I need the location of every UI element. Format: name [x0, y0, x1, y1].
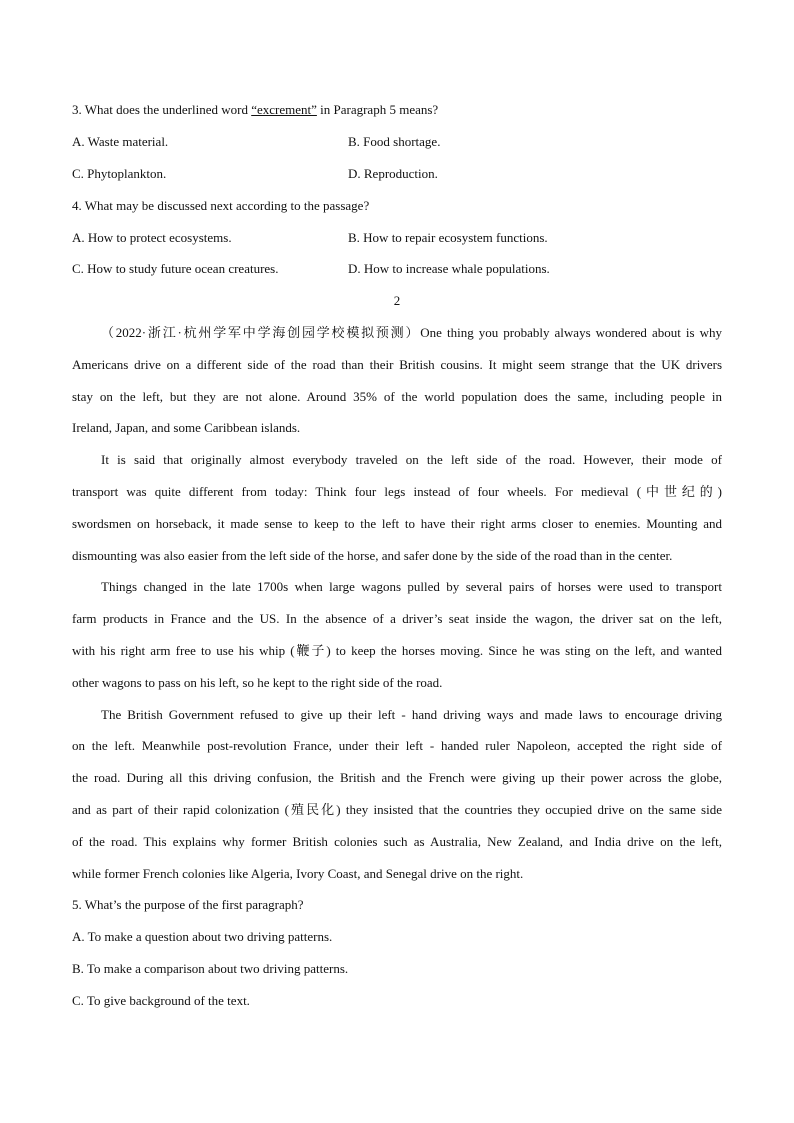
- passage-p4-line-4: and as part of their rapid colonization (殖民化) they insisted that the countries they occupied drive on the same side: [72, 802, 722, 817]
- passage-p1-line-3: stay on the left, but they are not alone. Around 35% of the world population does the same, including people in: [72, 389, 722, 404]
- q4-option-a: A. How to protect ecosystems.: [72, 230, 232, 245]
- q5-option-b: B. To make a comparison about two driving patterns.: [72, 961, 349, 976]
- passage-p3-line-3: with his right arm free to use his whip (鞭子) to keep the horses moving. Since he was sting on the left, and wanted: [72, 643, 722, 658]
- passage-p4-line-2: on the left. Meanwhile post-revolution France, under their left - handed ruler Napoleon, accepted the right side of: [72, 738, 722, 753]
- section-number: 2: [393, 293, 401, 308]
- q4-option-c: C. How to study future ocean creatures.: [72, 261, 279, 276]
- q3-stem: 3. What does the underlined word “excrement” in Paragraph 5 means?: [72, 102, 439, 117]
- passage-p3-line-1: Things changed in the late 1700s when large wagons pulled by several pairs of horses were used to transport: [101, 579, 722, 594]
- q3-option-d: D. Reproduction.: [348, 166, 438, 181]
- passage-p2-line-4: dismounting was also easier from the left side of the horse, and safer done by the side of the road than in the center.: [72, 548, 673, 563]
- passage-p3-line-2: farm products in France and the US. In the absence of a driver’s seat inside the wagon, the driver sat on the left,: [72, 611, 722, 626]
- q4-option-d: D. How to increase whale populations.: [348, 261, 550, 276]
- passage-p4-line-5: of the road. This explains why former British colonies such as Australia, New Zealand, and India drive on the left,: [72, 834, 722, 849]
- passage-p4-line-1: The British Government refused to give up their left - hand driving ways and made laws to encourage driving: [101, 707, 722, 722]
- q4-stem: 4. What may be discussed next according to the passage?: [72, 198, 370, 213]
- passage-p2-line-2: transport was quite different from today: Think four legs instead of four wheels. For medieval (中世纪的): [72, 484, 722, 499]
- q3-option-a: A. Waste material.: [72, 134, 169, 149]
- q5-option-c: C. To give background of the text.: [72, 993, 250, 1008]
- passage-p4-line-3: the road. During all this driving confusion, the British and the French were giving up their power across the globe,: [72, 770, 722, 785]
- q5-stem: 5. What’s the purpose of the first paragraph?: [72, 897, 304, 912]
- q3-option-b: B. Food shortage.: [348, 134, 441, 149]
- passage-p1-line-1: （2022·浙江·杭州学军中学海创园学校模拟预测）One thing you probably always wondered about is why: [101, 325, 722, 340]
- passage-p1-line-4: Ireland, Japan, and some Caribbean islands.: [72, 420, 301, 435]
- q4-option-b: B. How to repair ecosystem functions.: [348, 230, 548, 245]
- passage-p1-line-2: Americans drive on a different side of the road than their British cousins. It might seem strange that the UK drivers: [72, 357, 722, 372]
- passage-p2-line-3: swordsmen on horseback, it made sense to keep to the left to have their right arms closer to enemies. Mounting and: [72, 516, 722, 531]
- passage-p2-line-1: It is said that originally almost everybody traveled on the left side of the road. However, their mode of: [101, 452, 722, 467]
- passage-p4-line-6: while former French colonies like Algeria, Ivory Coast, and Senegal drive on the right.: [72, 866, 524, 881]
- q5-option-a: A. To make a question about two driving patterns.: [72, 929, 333, 944]
- underlined-word: “excrement”: [251, 102, 317, 117]
- passage-p3-line-4: other wagons to pass on his left, so he kept to the right side of the road.: [72, 675, 443, 690]
- q3-option-c: C. Phytoplankton.: [72, 166, 167, 181]
